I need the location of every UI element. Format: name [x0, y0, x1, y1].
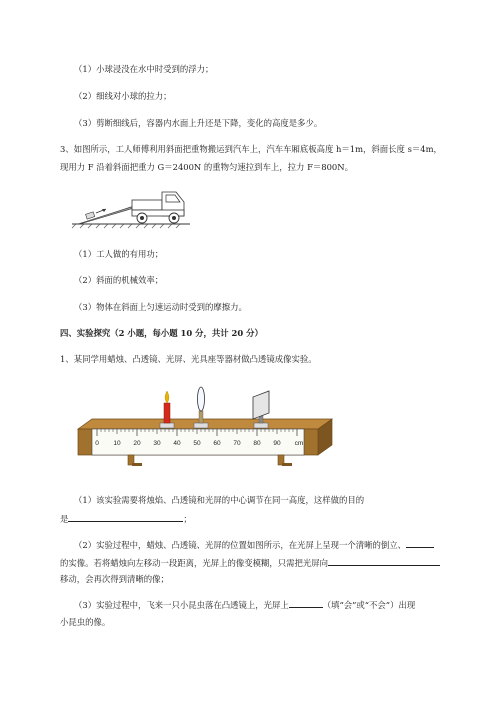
exp1-q1-suffix: ；: [183, 514, 192, 524]
exp1-q2-line3: 移动，会再次得到清晰的像；: [60, 574, 169, 584]
answer-blank-4[interactable]: [289, 598, 323, 608]
exp1-intro: 1、某同学用蜡烛、凸透镜、光屏、光具座等器材做凸透镜成像实验。: [60, 354, 317, 364]
exp1-q3-text-b: （填“会”或“不会”）出现: [322, 600, 416, 610]
ruler-label-30: 30: [153, 440, 161, 447]
exp1-q2-line1: [74, 538, 434, 551]
q3-text-line2: 现用力 F 沿着斜面把重力 G＝2400N 的重物匀速拉到车上，拉力 F＝800N。: [60, 162, 353, 172]
exp1-q2-line2: [60, 556, 440, 569]
ruler-label-40: 40: [173, 440, 181, 447]
exp1-q1-prefix: 是: [60, 514, 69, 524]
ruler-label-70: 70: [233, 440, 241, 447]
exp1-q3-text-a: （3）实验过程中，飞来一只小昆虫落在凸透镜上，光屏上: [74, 600, 289, 610]
answer-blank-1[interactable]: [68, 512, 183, 522]
q3-text-line1: 3、如图所示，工人师傅利用斜面把重物搬运到汽车上，汽车车厢底板高度 h＝1m，斜面长度 s＝4m，: [60, 144, 442, 154]
section4-heading: 四、实验探究（2 小题，每小题 10 分，共计 20 分）: [60, 328, 263, 338]
ruler-label-20: 20: [133, 440, 141, 447]
exp1-q1-line2: [60, 512, 192, 525]
ruler-label-80: 80: [253, 440, 261, 447]
ruler-unit: cm: [294, 440, 304, 447]
answer-blank-3[interactable]: [328, 556, 440, 566]
ruler-label-0: 0: [95, 440, 99, 447]
q3-subpart-2: （2）斜面的机械效率；: [74, 275, 164, 285]
exp1-q3-line2: 小昆虫的像。: [60, 617, 111, 627]
q3-subpart-3: （3）物体在斜面上匀速运动时受到的摩擦力。: [74, 302, 247, 312]
optical-bench-figure: [70, 385, 340, 470]
exp1-q2-text1: （2）实验过程中，蜡烛、凸透镜、光屏的位置如图所示，在光屏上呈现一个清晰的倒立、: [74, 540, 406, 550]
ruler-label-10: 10: [113, 440, 121, 447]
q2-subpart-2: （2）细线对小球的拉力；: [74, 91, 172, 101]
exp1-q1-line1: （1）该实验需要将烛焰、凸透镜和光屏的中心调节在同一高度，这样做的目的: [74, 495, 365, 505]
exp1-q3-line1: [74, 598, 415, 611]
exp1-q2-text2: 的实像。若将蜡烛向左移动一段距离，光屏上的像变模糊，只需把光屏向: [60, 558, 328, 568]
q3-subpart-1: （1）工人做的有用功；: [74, 249, 164, 259]
ruler-label-50: 50: [193, 440, 201, 447]
ruler-label-90: 90: [273, 440, 281, 447]
q2-subpart-3: （3）剪断细线后，容器内水面上升还是下降，变化的高度是多少。: [74, 118, 323, 128]
ruler-label-60: 60: [213, 440, 221, 447]
answer-blank-2[interactable]: [406, 538, 434, 548]
incline-truck-figure: [70, 180, 195, 230]
q2-subpart-1: （1）小球浸没在水中时受到的浮力；: [74, 64, 214, 74]
